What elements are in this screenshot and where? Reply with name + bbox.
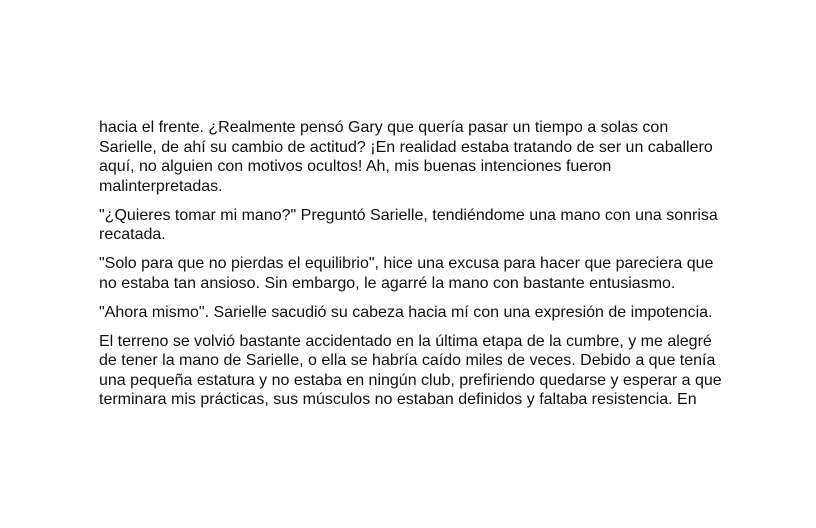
paragraph-4 <box>99 303 749 323</box>
text-line: terminara mis prácticas, sus músculos no estaban definidos y faltaba resistencia. En <box>99 391 697 408</box>
text-line: "¿Quieres tomar mi mano?" Preguntó Sarielle, tendiéndome una mano con una sonrisa <box>99 206 718 224</box>
text-line: "Ahora mismo". Sarielle sacudió su cabeza hacia mí con una expresión de impotencia. <box>99 303 713 321</box>
document-text <box>99 118 749 419</box>
text-line: hacia el frente. ¿Realmente pensó Gary que quería pasar un tiempo a solas con <box>99 119 669 136</box>
text-line: aquí, no alguien con motivos ocultos! Ah, mis buenas intenciones fueron <box>99 158 612 175</box>
text-line: Sarielle, de ahí su cambio de actitud? ¡En realidad estaba tratando de ser un caballero <box>99 138 713 156</box>
paragraph-3 <box>99 254 749 293</box>
text-line: no estaba tan ansioso. Sin embargo, le agarré la mano con bastante entusiasmo. <box>99 274 676 292</box>
text-line: recatada. <box>99 226 166 243</box>
paragraph-2 <box>99 206 749 245</box>
text-line: de tener la mano de Sarielle, o ella se habría caído miles de veces. Debido a que tenía <box>99 352 716 369</box>
paragraph-1 <box>99 118 749 196</box>
text-line: malinterpretadas. <box>99 177 223 195</box>
text-line: El terreno se volvió bastante accidentado en la última etapa de la cumbre, y me alegré <box>99 332 712 350</box>
text-line: "Solo para que no pierdas el equilibrio", hice una excusa para hacer que pareciera que <box>99 255 714 272</box>
paragraph-5 <box>99 332 749 410</box>
text-line: una pequeña estatura y no estaba en ningún club, prefiriendo quedarse y esperar a que <box>99 371 722 389</box>
